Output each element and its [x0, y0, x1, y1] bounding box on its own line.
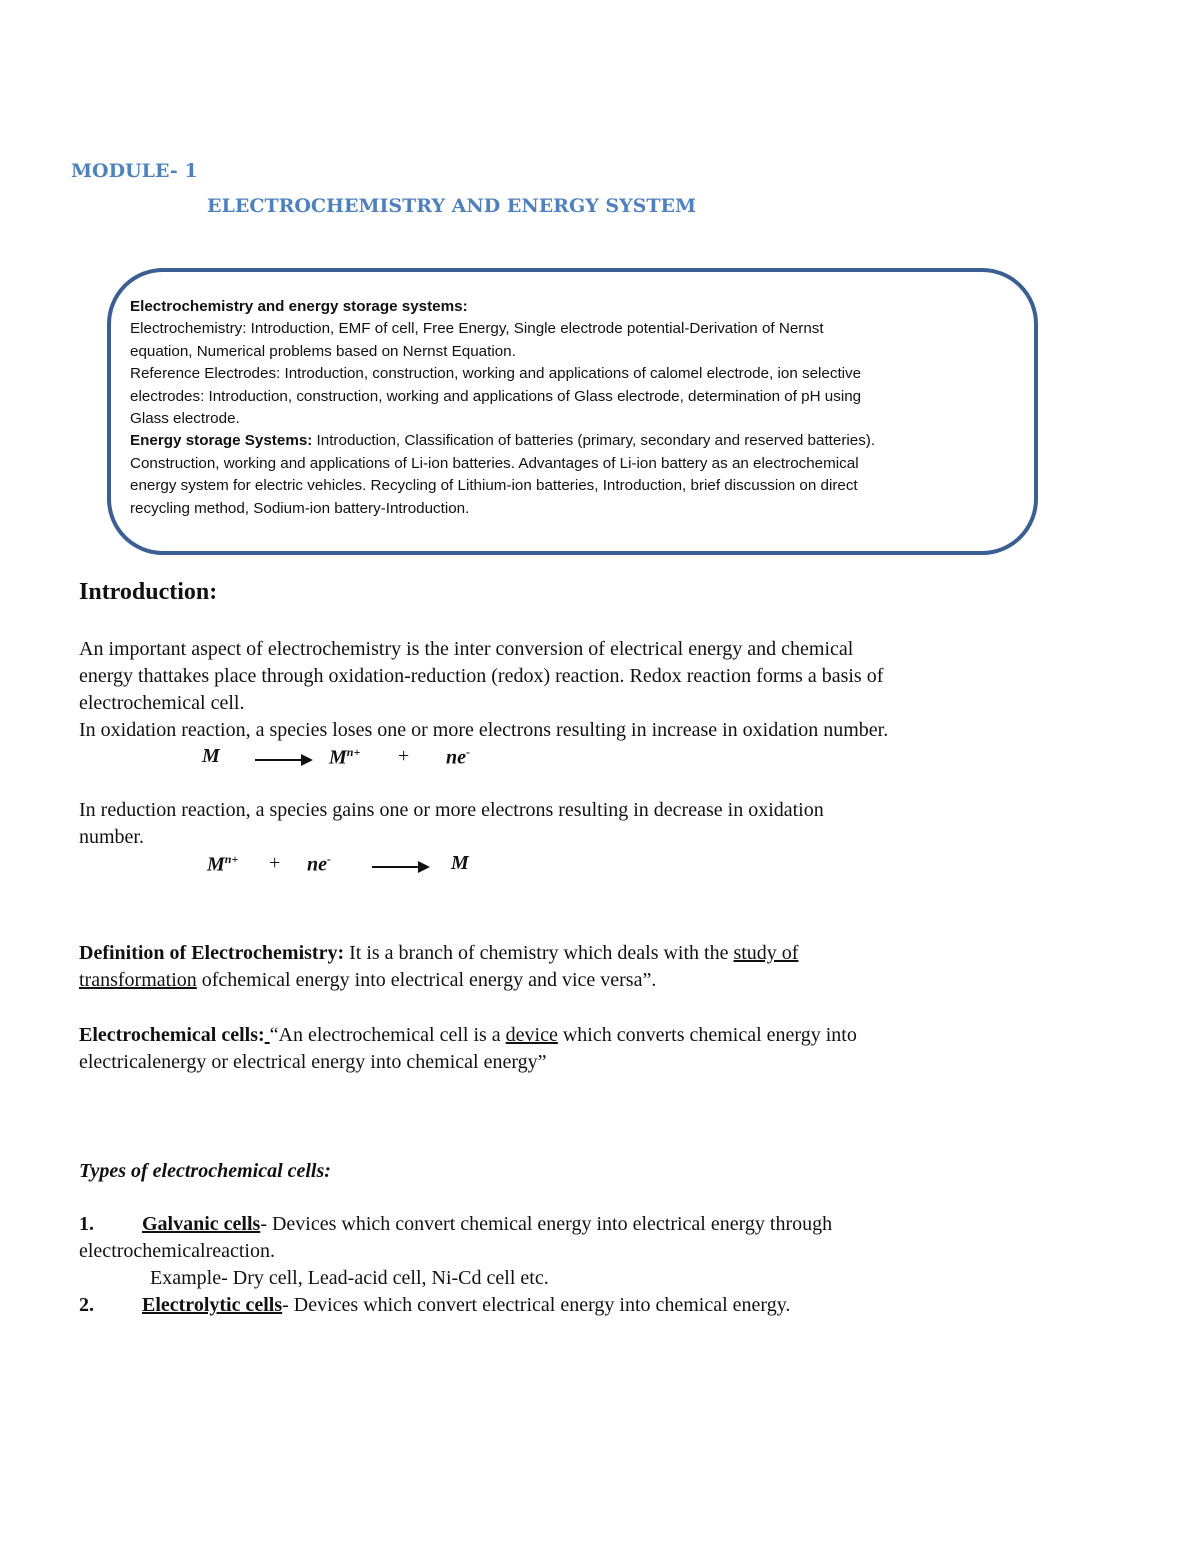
electrolytic-cells-term: Electrolytic cells — [142, 1294, 283, 1316]
syllabus-line: energy system for electric vehicles. Recycling of Lithium-ion batteries, Introduction, brief discussion on direct — [130, 477, 858, 495]
definition-label: Definition of Electrochemistry: — [79, 942, 345, 964]
oxidation-sentence: In oxidation reaction, a species loses one or more electrons resulting in increase in oxidation number. — [79, 719, 889, 741]
eq2-product: M — [451, 852, 469, 874]
eq1-reactant: M — [202, 745, 220, 767]
eq2-electron: ne- — [307, 852, 331, 876]
syllabus-line: equation, Numerical problems based on Nernst Equation. — [130, 342, 516, 360]
eq1-electron: ne- — [446, 745, 470, 769]
arrow-right-icon — [255, 759, 311, 761]
eq1-plus: + — [398, 745, 410, 767]
cells-definition-line2: electricalenergy or electrical energy into chemical energy” — [79, 1051, 547, 1073]
eq2-reactant: $M^{n+}$ — [207, 852, 239, 876]
syllabus-line: Construction, working and applications of Li-ion batteries. Advantages of Li-ion battery as an electrochemical — [130, 454, 859, 472]
definition-paragraph-line2: transformation ofchemical energy into electrical energy and vice versa”. — [79, 969, 657, 991]
item1-line2: electrochemicalreaction. — [79, 1240, 275, 1262]
arrow-right-icon — [372, 866, 428, 868]
definition-underlined: transformation — [79, 969, 197, 991]
reduction-sentence: number. — [79, 826, 144, 848]
definition-paragraph: Definition of Electrochemistry: It is a branch of chemistry which deals with the study of — [79, 942, 799, 964]
syllabus-line: Glass electrode. — [130, 410, 240, 428]
cells-label: Electrochemical cells: — [79, 1024, 265, 1046]
types-heading: Types of electrochemical cells: — [79, 1160, 331, 1182]
syllabus-line: recycling method, Sodium-ion battery-Introduction. — [130, 499, 470, 517]
energy-storage-label: Energy storage Systems: — [130, 432, 313, 450]
syllabus-heading: Electrochemistry and energy storage systems: — [130, 298, 468, 315]
galvanic-cells-term: Galvanic cells — [142, 1213, 261, 1235]
eq2-plus: + — [269, 852, 281, 874]
reduction-sentence: In reduction reaction, a species gains one or more electrons resulting in decrease in oxidation — [79, 799, 824, 821]
page-title: ELECTROCHEMISTRY AND ENERGY SYSTEM — [207, 195, 697, 217]
syllabus-line: Energy storage Systems: Introduction, Classification of batteries (primary, secondary and reserved batteries). — [130, 432, 876, 450]
definition-underlined: study of — [733, 942, 799, 964]
introduction-heading: Introduction: — [79, 579, 218, 605]
syllabus-line: electrodes: Introduction, construction, working and applications of Glass electrode, determination of pH using — [130, 387, 862, 405]
syllabus-line: Reference Electrodes: Introduction, construction, working and applications of calomel electrode, ion selective — [130, 365, 862, 383]
syllabus-text — [130, 296, 1010, 520]
intro-paragraph-line: An important aspect of electrochemistry is the inter conversion of electrical energy and chemical — [79, 638, 854, 660]
syllabus-line: Electrochemistry: Introduction, EMF of cell, Free Energy, Single electrode potential-Derivation of Nernst — [130, 320, 824, 338]
cells-definition: Electrochemical cells: “An electrochemical cell is a device which converts chemical energy into — [79, 1024, 857, 1046]
item1-line: Galvanic cells- Devices which convert chemical energy into electrical energy through — [142, 1213, 833, 1235]
item1-number: 1. — [79, 1213, 94, 1235]
device-underlined: device — [505, 1024, 558, 1046]
item2-line: Electrolytic cells- Devices which convert electrical energy into chemical energy. — [142, 1294, 791, 1316]
intro-paragraph-line: energy thattakes place through oxidation-reduction (redox) reaction. Redox reaction forms a basis of — [79, 665, 884, 687]
item2-number: 2. — [79, 1294, 94, 1316]
item1-example: Example- Dry cell, Lead-acid cell, Ni-Cd cell etc. — [150, 1267, 549, 1289]
intro-paragraph-line: electrochemical cell. — [79, 692, 245, 714]
module-label: MODULE- 1 — [71, 160, 198, 182]
eq1-product: $M^{n+}$ — [329, 745, 361, 769]
